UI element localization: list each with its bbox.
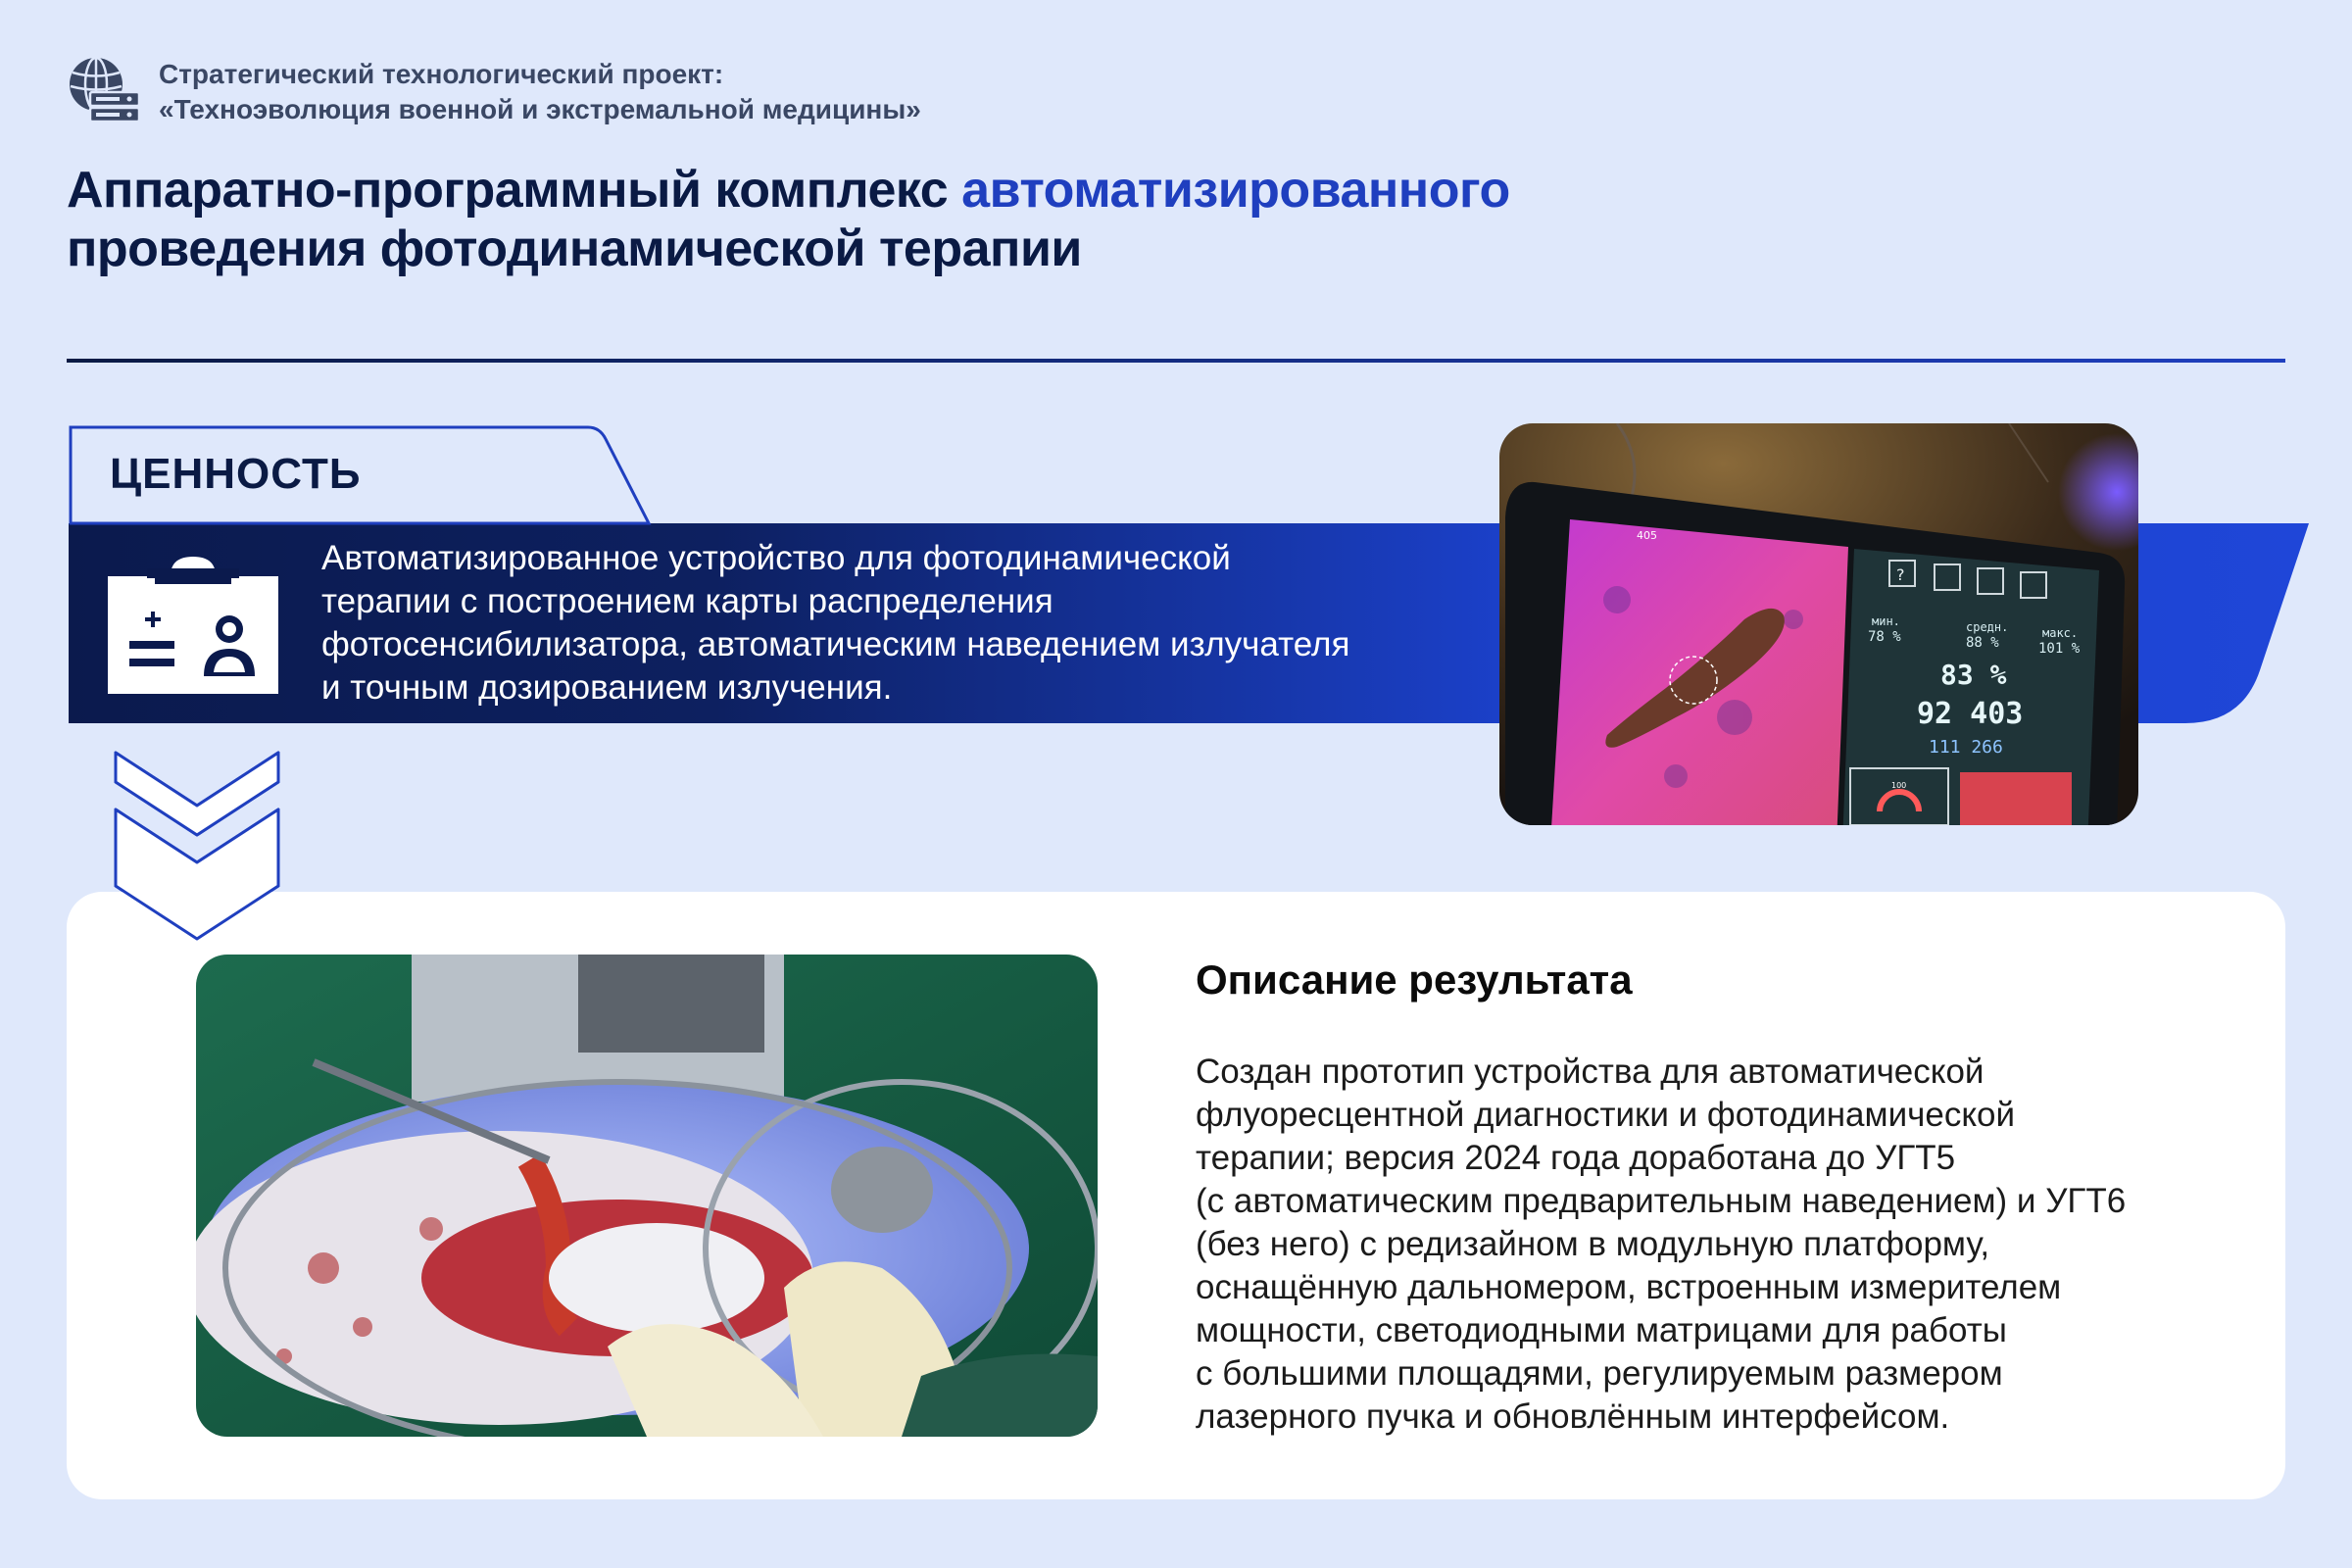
surgery-photo — [196, 955, 1098, 1437]
surgery-illustration — [196, 955, 1098, 1437]
result-text-line: (с автоматическим предварительным наведением) и УГТ6 — [1196, 1182, 2127, 1220]
tablet-avg-value: 88 % — [1966, 635, 1999, 651]
value-text-line: фотосенсибилизатора, автоматическим наведением излучателя — [321, 625, 1350, 663]
tablet-small-number: 111 266 — [1929, 737, 2003, 758]
gauge-value: 100 — [1891, 781, 1907, 790]
tablet-percent: 83 % — [1940, 659, 2007, 691]
globe-server-icon — [67, 55, 141, 125]
value-text-line: Автоматизированное устройство для фотодинамической — [321, 539, 1231, 577]
title-line-1 — [67, 161, 1510, 220]
value-tab-label: ЦЕННОСТЬ — [110, 450, 362, 498]
value-description — [321, 537, 1468, 710]
title-dark-part: Аппаратно-программный комплекс — [67, 162, 949, 219]
result-text-line: флуоресцентной диагностики и фотодинамической — [1196, 1096, 2016, 1134]
tablet-big-number: 92 403 — [1917, 697, 2024, 731]
project-line-2: «Техноэволюция военной и экстремальной медицины» — [159, 94, 921, 124]
result-text-line: мощности, светодиодными матрицами для работы — [1196, 1311, 2007, 1349]
result-text-line: (без него) с редизайном в модульную платформу, — [1196, 1225, 1990, 1263]
tablet-max-label: макс. — [2042, 626, 2079, 640]
tablet-min-label: мин. — [1872, 614, 1900, 628]
tablet-max-value: 101 % — [2038, 641, 2081, 657]
result-heading: Описание результата — [1196, 956, 1633, 1003]
title-accent-part: автоматизированного — [961, 162, 1510, 219]
corner-value: 405 — [1637, 529, 1657, 542]
result-text-line: оснащённую дальномером, встроенным измерителем — [1196, 1268, 2062, 1306]
value-text-line: и точным дозированием излучения. — [321, 668, 893, 707]
header-divider — [67, 359, 2285, 363]
tablet-avg-label: средн. — [1966, 620, 2009, 634]
result-text-line: Создан прототип устройства для автоматической — [1196, 1053, 1984, 1091]
help-glyph: ? — [1896, 565, 1905, 584]
page-title — [67, 161, 1510, 278]
result-text-line: с большими площадями, регулируемым размером — [1196, 1354, 2003, 1393]
medical-record-icon — [108, 555, 278, 694]
tablet-min-value: 78 % — [1868, 629, 1901, 645]
value-text-line: терапии с построением карты распределения — [321, 582, 1054, 620]
tablet-device-photo — [1499, 423, 2138, 825]
result-text-line: лазерного пучка и обновлённым интерфейсом. — [1196, 1397, 1950, 1436]
title-line-2: проведения фотодинамической терапии — [67, 220, 1082, 277]
tablet-illustration — [1499, 423, 2138, 825]
project-caption — [159, 57, 921, 127]
result-text-line: терапии; версия 2024 года доработана до УГТ5 — [1196, 1139, 1956, 1177]
result-description — [1196, 1051, 2234, 1439]
project-line-1: Стратегический технологический проект: — [159, 59, 724, 89]
